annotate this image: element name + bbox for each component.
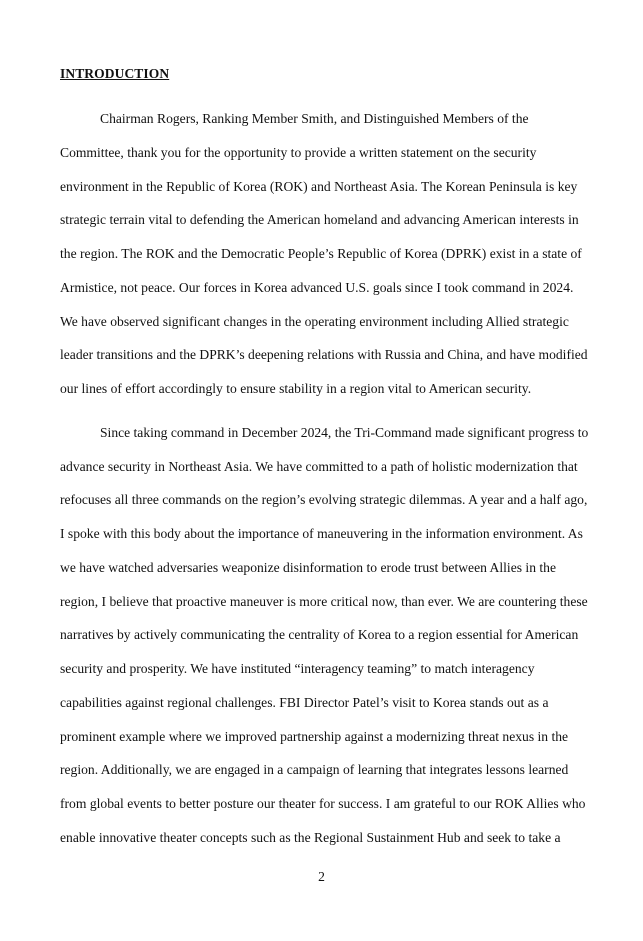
paragraph-1-line: We have observed significant changes in the operating environment including Allied strategic (60, 314, 569, 329)
page-number: 2 (318, 869, 325, 884)
paragraph-1-line: environment in the Republic of Korea (ROK) and Northeast Asia. The Korean Peninsula is key (60, 179, 578, 194)
paragraph-2-line: enable innovative theater concepts such as the Regional Sustainment Hub and seek to take a (60, 830, 561, 845)
paragraph-1-line: Committee, thank you for the opportunity to provide a written statement on the security (60, 145, 537, 160)
paragraph-1-line: leader transitions and the DPRK’s deepening relations with Russia and China, and have modified (60, 347, 588, 362)
section-heading-introduction: INTRODUCTION (60, 66, 170, 81)
paragraph-2-line: capabilities against regional challenges. FBI Director Patel’s visit to Korea stands out as a (60, 695, 549, 710)
paragraph-2-line: prominent example where we improved partnership against a modernizing threat nexus in the (60, 729, 569, 744)
paragraph-2-line: narratives by actively communicating the centrality of Korea to a region essential for American (60, 627, 579, 642)
paragraph-2-line: I spoke with this body about the importance of maneuvering in the information environment. As (60, 526, 583, 541)
paragraph-1-line: strategic terrain vital to defending the American homeland and advancing American interests in (60, 212, 579, 227)
paragraph-1-line: our lines of effort accordingly to ensure stability in a region vital to American security. (60, 381, 532, 396)
paragraph-1-line: the region. The ROK and the Democratic People’s Republic of Korea (DPRK) exist in a state of (60, 246, 582, 261)
paragraph-2-line: refocuses all three commands on the region’s evolving strategic dilemmas. A year and a half ago, (60, 492, 588, 507)
paragraph-2-line: Since taking command in December 2024, the Tri-Command made significant progress to (100, 425, 589, 440)
paragraph-1-line: Armistice, not peace. Our forces in Korea advanced U.S. goals since I took command in 2024. (60, 280, 574, 295)
paragraph-2-line: region. Additionally, we are engaged in a campaign of learning that integrates lessons learned (60, 762, 569, 777)
paragraph-1-line: Chairman Rogers, Ranking Member Smith, and Distinguished Members of the (100, 111, 529, 126)
paragraph-2-line: advance security in Northeast Asia. We have committed to a path of holistic modernization that (60, 459, 578, 474)
paragraph-2-line: security and prosperity. We have instituted “interagency teaming” to match interagency (60, 661, 535, 676)
paragraph-2-line: from global events to better posture our theater for success. I am grateful to our ROK Allies who (60, 796, 586, 811)
paragraph-2-line: region, I believe that proactive maneuver is more critical now, than ever. We are countering these (60, 594, 588, 609)
paragraph-2-line: we have watched adversaries weaponize disinformation to erode trust between Allies in the (60, 560, 556, 575)
